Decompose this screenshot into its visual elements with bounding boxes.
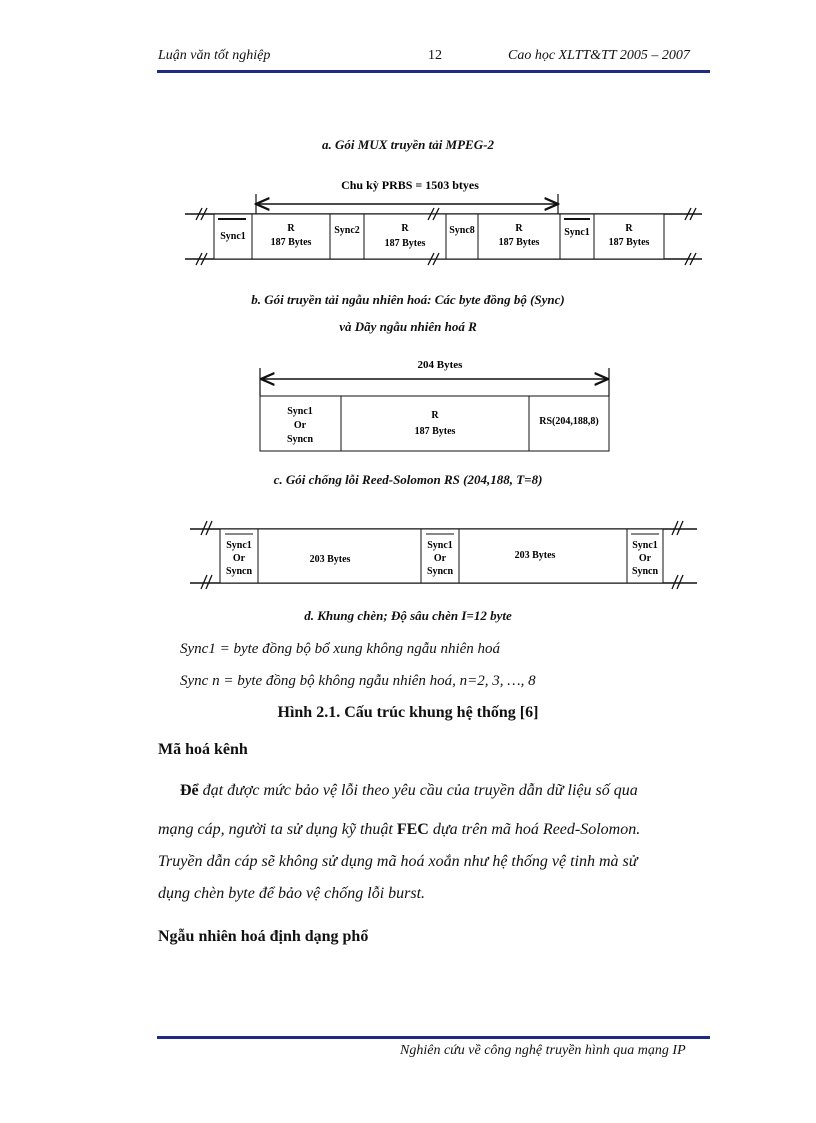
sync-label: Sync1 (226, 540, 252, 551)
sync-or-label: Or (293, 420, 307, 431)
syncn-label: Syncn (286, 434, 314, 445)
sync-label: Sync8 (449, 225, 475, 236)
caption-b-line2: và Dãy ngẫu nhiên hoá R (339, 319, 477, 334)
diagram-c (185, 513, 705, 595)
r-label: R (401, 223, 409, 234)
total-bytes-label: 204 Bytes (417, 359, 463, 371)
bytes-label: 187 Bytes (270, 237, 312, 248)
prbs-period-label: Chu kỳ PRBS = 1503 btyes (341, 178, 479, 192)
sync-label: Sync1 (564, 227, 590, 238)
sync-label: Sync1 (427, 540, 453, 551)
syncn-label: Syncn (631, 566, 659, 577)
paragraph-line: dụng chèn byte để bảo vệ chống lỗi burst. (158, 885, 426, 902)
syncn-label: Syncn (426, 566, 454, 577)
text-run: đạt được mức bảo vệ lỗi theo yêu cầu của truyền dẫn dữ liệu số qua (198, 782, 638, 799)
bold-term: Để (180, 782, 199, 799)
syncn-label: Syncn (225, 566, 253, 577)
footer-rule (157, 1036, 710, 1039)
sync-label: Sync1 (287, 406, 313, 417)
sync-label: Sync1 (220, 231, 246, 242)
figure-title: Hình 2.1. Cấu trúc khung hệ thống [6] (277, 704, 539, 721)
header-right: Cao học XLTT&TT 2005 – 2007 (508, 48, 690, 63)
rs-label: RS(204,188,8) (539, 416, 599, 427)
sync-or-label: Or (638, 553, 652, 564)
bytes-label: 187 Bytes (384, 238, 426, 249)
sync-or-label: Or (232, 553, 246, 564)
sync-or-label: Or (433, 553, 447, 564)
note-sync1: Sync1 = byte đồng bộ bổ xung không ngẫu nhiên hoá (180, 641, 501, 657)
r-bytes-label: 187 Bytes (414, 426, 456, 437)
text-run: dựa trên mã hoá Reed-Solomon. (428, 821, 641, 838)
bytes-label: 187 Bytes (498, 237, 540, 248)
paragraph-line: Truyền dẫn cáp sẽ không sử dụng mã hoá xoắn như hệ thống vệ tinh mà sử (158, 853, 638, 870)
text-run: mạng cáp, người ta sử dụng kỹ thuật (158, 821, 397, 838)
r-label: R (515, 223, 523, 234)
section-heading: Ngẫu nhiên hoá định dạng phổ (158, 928, 369, 945)
footer-text: Nghiên cứu về công nghệ truyền hình qua mạng IP (400, 1043, 686, 1058)
bytes-label: 187 Bytes (608, 237, 650, 248)
caption-c: c. Gói chống lỗi Reed-Solomon RS (204,188, T=8) (273, 472, 543, 487)
r-label: R (287, 223, 295, 234)
note-syncn: Sync n = byte đồng bộ không ngẫu nhiên hoá, n=2, 3, …, 8 (180, 673, 536, 689)
caption-a: a. Gói MUX truyền tải MPEG-2 (322, 137, 494, 152)
data-bytes-label: 203 Bytes (514, 550, 556, 561)
diagram-b (250, 354, 620, 458)
paragraph-line (158, 821, 640, 839)
bold-term: FEC (396, 821, 429, 838)
header-rule (157, 70, 710, 73)
r-label: R (431, 410, 439, 421)
r-label: R (625, 223, 633, 234)
data-bytes-label: 203 Bytes (309, 554, 351, 565)
caption-b-line1: b. Gói truyền tải ngẫu nhiên hoá: Các byte đồng bộ (Sync) (251, 292, 565, 307)
caption-d: d. Khung chèn; Độ sâu chèn I=12 byte (304, 608, 512, 623)
page-number: 12 (428, 48, 442, 63)
paragraph-line (180, 782, 638, 800)
diagram-a (180, 174, 720, 270)
sync-label: Sync1 (632, 540, 658, 551)
section-heading: Mã hoá kênh (158, 741, 248, 758)
header-left: Luận văn tốt nghiệp (158, 48, 271, 63)
sync-label: Sync2 (334, 225, 360, 236)
